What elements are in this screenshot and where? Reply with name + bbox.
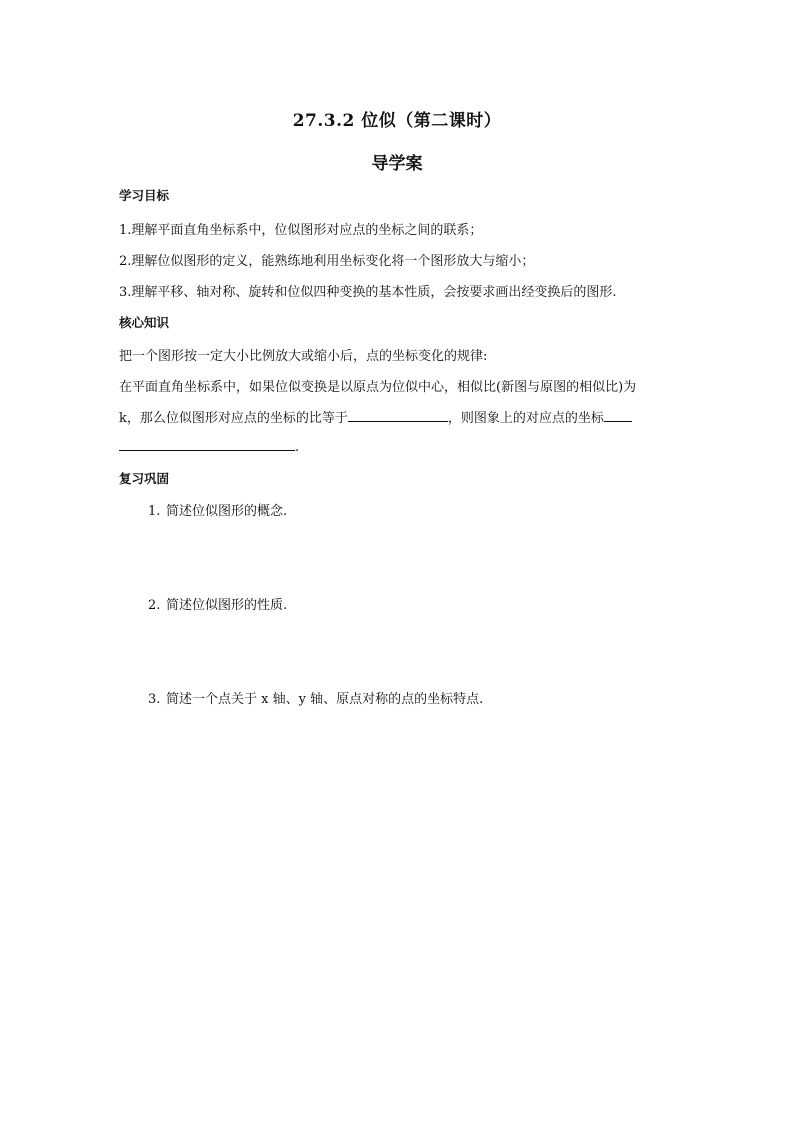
core-knowledge-heading: 核心知识	[119, 315, 170, 330]
page-title: 27.3.2 位似（第二课时）	[292, 111, 502, 131]
objective-item-3: 3.理解平移、轴对称、旋转和位似四种变换的基本性质，会按要求画出经变换后的图形.	[119, 285, 617, 300]
core-line-1: 把一个图形按一定大小比例放大或缩小后，点的坐标变化的规律:	[119, 349, 488, 364]
question-number: 3.	[148, 692, 161, 707]
review-question-3	[148, 688, 483, 707]
question-text: 简述位似图形的概念.	[166, 504, 288, 519]
page-subtitle: 导学案	[371, 154, 423, 174]
core-line-2: 在平面直角坐标系中，如果位似变换是以原点为位似中心，相似比(新图与原图的相似比)为	[119, 380, 637, 395]
core-line-3	[119, 407, 632, 426]
question-number: 2.	[148, 598, 161, 613]
question-text: 简述一个点关于 x 轴、y 轴、原点对称的点的坐标特点.	[166, 692, 484, 707]
answer-blank-coord-b[interactable]	[119, 438, 295, 451]
review-question-1	[148, 500, 287, 519]
core-line-4	[119, 438, 299, 455]
review-question-2	[148, 594, 287, 613]
answer-blank-ratio[interactable]	[348, 409, 448, 422]
core-line-3-middle: ，则图象上的对应点的坐标	[447, 411, 604, 426]
review-heading: 复习巩固	[119, 471, 170, 486]
objective-item-2: 2.理解位似图形的定义，能熟练地利用坐标变化将一个图形放大与缩小；	[119, 254, 535, 269]
answer-blank-coord-a[interactable]	[604, 409, 632, 422]
objective-item-1: 1.理解平面直角坐标系中，位似图形对应点的坐标之间的联系；	[119, 223, 483, 238]
core-line-3-start: k，那么位似图形对应点的坐标的比等于	[119, 411, 348, 426]
objectives-heading: 学习目标	[119, 188, 170, 203]
question-text: 简述位似图形的性质.	[166, 598, 288, 613]
core-line-4-end: .	[295, 440, 300, 455]
question-number: 1.	[148, 504, 161, 519]
